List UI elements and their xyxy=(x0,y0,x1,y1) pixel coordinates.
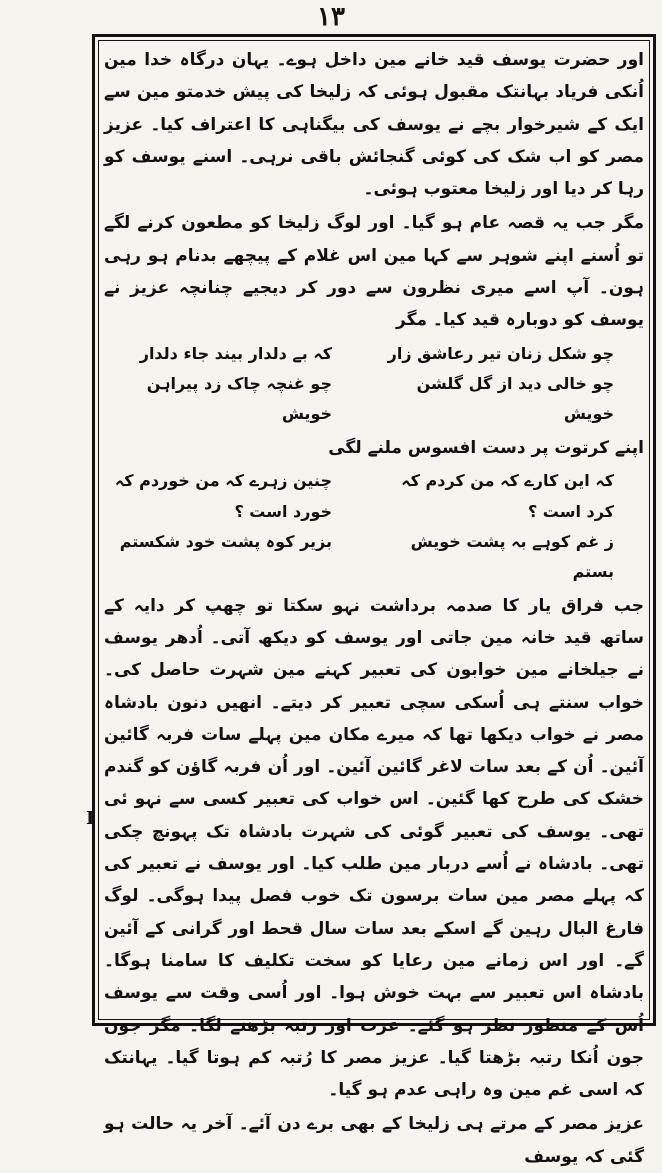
paragraph-5: عزیز مصر کے مرتے ہی زلیخا کے بھی برے دن آئے۔ آخر یہ حالت ہو گئی کہ یوسف xyxy=(104,1114,644,1167)
verse-line: کہ این کارے کہ من کردم کہ کرد است ؟ xyxy=(401,471,614,521)
paragraph-3: اپنے کرتوت پر دست افسوس ملنے لگی xyxy=(328,437,644,458)
verse-line: چو خالی دید از گل گلشن خویش xyxy=(416,374,614,424)
verse-line: چنین زہرے کہ من خوردم کہ خورد است ؟ xyxy=(114,471,332,521)
verse-line: ز غم کوہے بہ پشت خویش بستم xyxy=(410,531,614,582)
page-body xyxy=(104,44,644,1167)
page-number: ۱۳ xyxy=(317,2,345,32)
verse-line: چو شکل زنان تیر رعاشق زار xyxy=(387,343,614,363)
verse-line: بزیر کوہ پشت خود شکستم xyxy=(119,531,332,551)
persian-verses-2 xyxy=(104,466,644,588)
verse-line: کہ بے دلدار بیند جاء دلدار xyxy=(139,343,332,363)
paragraph-4: جب فراق یار کا صدمہ برداشت نہو سکتا تو چھپ کر دایہ کے ساتھ قید خانہ مین جاتی اور یوسف کو دیکھ آتی۔ اُدھر یوسف نے جیلخانے مین خوابون کی تعبیر کہنے مین شہرت حاصل کی۔ خواب سنتے ہی اُسکی سچی تعبیر کر دیتے۔ انھیں دنون بادشاہ مصر نے خواب دیکھا تھا کہ میرے مکان مین پہلے سات فربہ گائین آئین۔ اُن کے بعد سات لاغر گائین آئین۔ اور اُن فربہ گاؤن کو گندم خشک کی طرح کھا گئین۔ اس خواب کی تعبیر کسی سے نہو ئی تھی۔ یوسف کی تعبیر گوئی کی شہرت بادشاہ تک پہونچ چکی تھی۔ بادشاہ نے اُسے دربار مین طلب کیا۔ اور یوسف نے تعبیر کی کہ پہلے مصر مین سات برسون تک خوب فصل پیدا ہوگی۔ لوگ فارغ البال رہین گے اسکے بعد سات سال قحط اور گرانی کے آئین گے۔ اور اس زمانے مین رعایا کو سخت تکلیف کا سامنا ہوگا۔ بادشاہ اس تعبیر سے بہت خوش ہوا۔ اور اُسی وقت سے یوسف اُس کے منظور نظر ہو گئے۔ عزت اور رتبہ بڑھنے لگا۔ مگر جون جون اُنکا رتبہ بڑھتا گیا۔ عزیز مصر کا رُتبہ کم ہوتا گیا۔ یہانتک کہ اسی غم مین وہ راہی عدم ہو گیا۔ xyxy=(104,595,644,1101)
verse-line: چو غنچہ چاک زد پیراہن خویش xyxy=(146,374,332,424)
margin-mark: I xyxy=(86,808,95,829)
persian-verses-1 xyxy=(104,339,644,430)
paragraph-1: اور حضرت یوسف قید خانے مین داخل ہوے۔ یہان درگاہ خدا مین اُنکی فریاد بہانتک مقبول ہوئی کہ زلیخا کی پیش خدمتو مین سے ایک کے شیرخوار بچے نے یوسف کی بیگناہی کا اعتراف کیا۔ عزیز مصر کو اب شک کی کوئی گنجائش باقی نرہی۔ اسنے یوسف کو رہا کر دیا اور زلیخا معتوب ہوئی۔ xyxy=(104,50,644,200)
paragraph-2: مگر جب یہ قصہ عام ہو گیا۔ اور لوگ زلیخا کو مطعون کرنے لگے تو اُسنے اپنے شوہر سے کہا مین اس غلام کے پیچھے بدنام ہو رہی ہون۔ آپ اسے میری نظرون سے دور کر دیجیے چنانچہ عزیز نے یوسف کو دوبارہ قید کیا۔ مگر xyxy=(104,213,644,331)
